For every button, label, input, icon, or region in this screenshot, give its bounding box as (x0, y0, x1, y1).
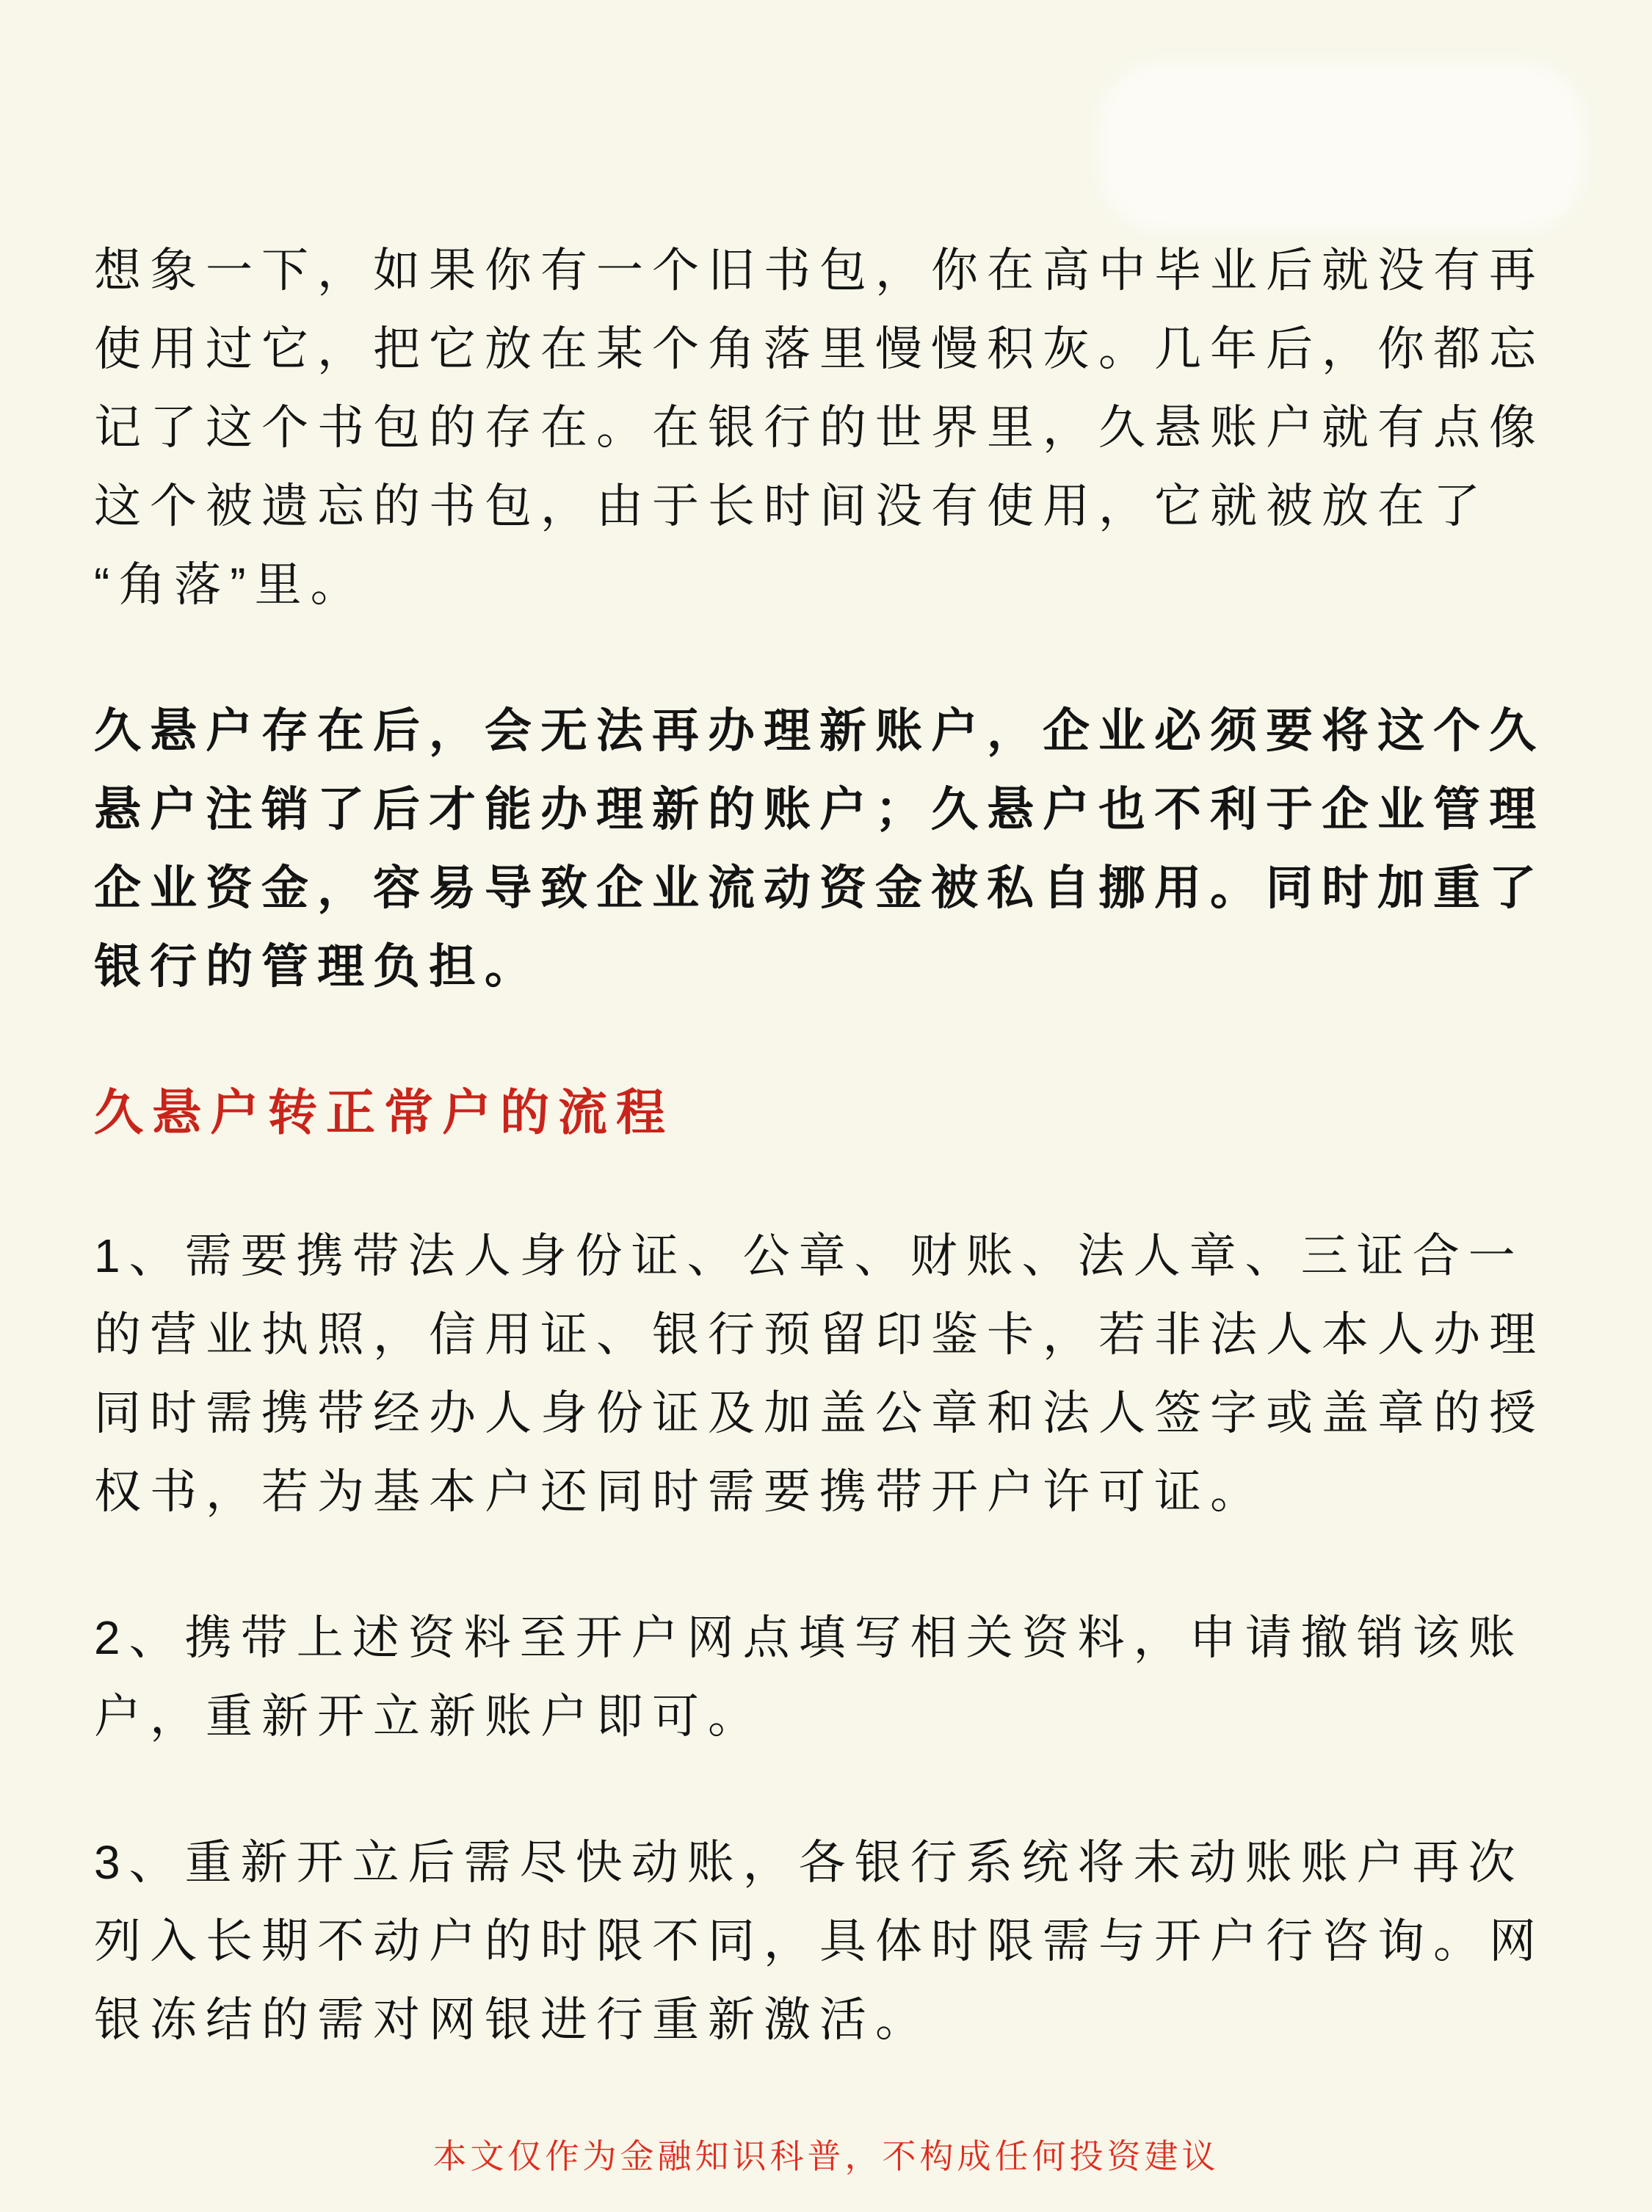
warning-paragraph (94, 692, 1564, 1006)
intro-paragraph (94, 231, 1564, 624)
warning-line: 银行的管理负担。 (94, 940, 540, 993)
watermark-blob (1098, 60, 1586, 233)
warning-line: 企业资金，容易导致企业流动资金被私自挪用。同时加重了 (94, 861, 1545, 914)
step-item-2 (94, 1599, 1564, 1756)
disclaimer-text: 本文仅作为金融知识科普，不构成任何投资建议 (432, 2137, 1220, 2175)
step-line: 户，重新开立新账户即可。 (94, 1690, 764, 1743)
intro-line: 想象一下，如果你有一个旧书包，你在高中毕业后就没有再 (94, 244, 1545, 297)
step-line: 的营业执照，信用证、银行预留印鉴卡，若非法人本人办理 (94, 1308, 1545, 1361)
step-line: 同时需携带经办人身份证及加盖公章和法人签字或盖章的授 (94, 1387, 1545, 1439)
step-line: 权书，若为基本户还同时需要携带开户许可证。 (94, 1465, 1266, 1518)
step-line: 银冻结的需对网银进行重新激活。 (94, 1993, 931, 2046)
step-item-3 (94, 1824, 1564, 2059)
warning-line: 久悬户存在后，会无法再办理新账户，企业必须要将这个久 (94, 704, 1545, 757)
step-line: 1、需要携带法人身份证、公章、财账、法人章、三证合一 (94, 1229, 1524, 1282)
intro-line: “角落”里。 (94, 558, 366, 611)
intro-line: 使用过它，把它放在某个角落里慢慢积灰。几年后，你都忘 (94, 322, 1545, 375)
intro-line: 这个被遗忘的书包，由于长时间没有使用，它就被放在了 (94, 480, 1489, 532)
step-line: 列入长期不动户的时限不同，具体时限需与开户行咨询。网 (94, 1915, 1545, 1967)
step-line: 3、重新开立后需尽快动账，各银行系统将未动账账户再次 (94, 1836, 1524, 1889)
warning-line: 悬户注销了后才能办理新的账户；久悬户也不利于企业管理 (94, 783, 1545, 836)
step-item-1 (94, 1217, 1564, 1531)
step-line: 2、携带上述资料至开户网点填写相关资料，申请撤销该账 (94, 1611, 1524, 1664)
intro-line: 记了这个书包的存在。在银行的世界里，久悬账户就有点像 (94, 401, 1545, 454)
section-heading: 久悬户转正常户的流程 (94, 1085, 674, 1141)
